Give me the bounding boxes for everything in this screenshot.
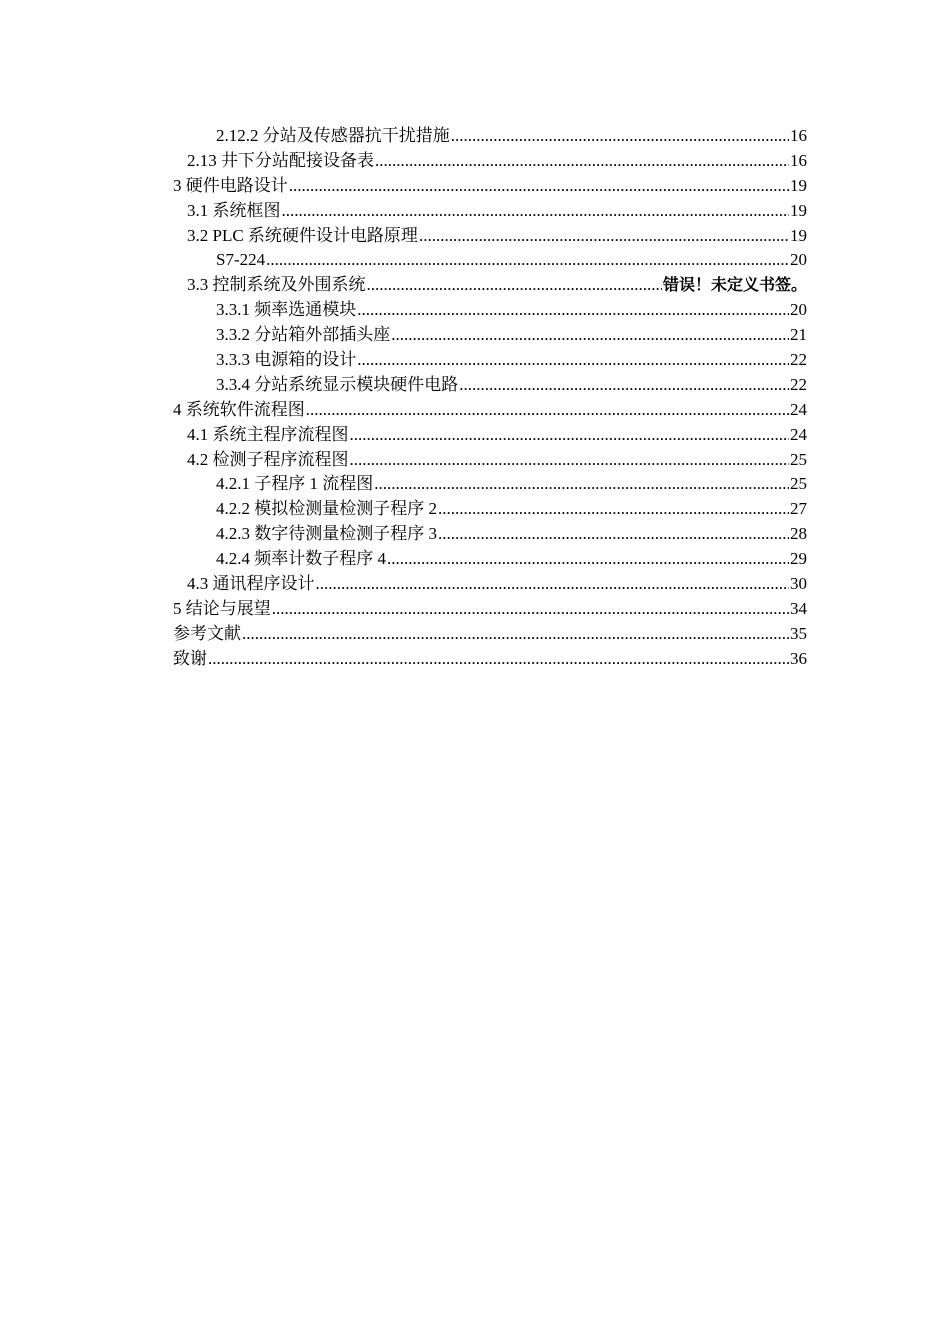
toc-dot-leader [391, 323, 789, 348]
toc-entry-title: 4.2.2 模拟检测量检测子程序 2 [216, 499, 437, 519]
toc-entry-title: 4.1 系统主程序流程图 [187, 424, 349, 444]
toc-entry-title: 3 硬件电路设计 [173, 175, 288, 195]
toc-dot-leader [350, 423, 790, 448]
toc-entry-page-number: 30 [790, 574, 807, 594]
toc-entry-page-number: 20 [790, 250, 807, 270]
toc-entry[interactable] [173, 323, 807, 348]
toc-entry-title: 2.13 井下分站配接设备表 [187, 150, 374, 170]
toc-entry-error-text: 错误！未定义书签。 [662, 275, 807, 295]
toc-entry-title: 4.2.1 子程序 1 流程图 [216, 474, 374, 494]
toc-entry-page-number: 35 [790, 623, 807, 643]
toc-dot-leader [282, 199, 790, 224]
toc-dot-leader [306, 398, 789, 423]
toc-entry-title: 3.3 控制系统及外围系统 [187, 275, 366, 295]
toc-entry-page-number: 29 [790, 549, 807, 569]
toc-dot-leader [208, 647, 789, 672]
toc-entry[interactable] [173, 248, 807, 273]
toc-entry-page-number: 36 [790, 648, 807, 668]
toc-dot-leader [374, 472, 789, 497]
toc-dot-leader [350, 448, 790, 473]
toc-entry[interactable] [173, 298, 807, 323]
toc-entry-title: 3.1 系统框图 [187, 200, 281, 220]
toc-entry-title: 4 系统软件流程图 [173, 399, 305, 419]
toc-entry[interactable] [173, 174, 807, 199]
toc-entry-title: 4.2.3 数字待测量检测子程序 3 [216, 524, 437, 544]
toc-entry-title: 5 结论与展望 [173, 598, 271, 618]
toc-dot-leader [367, 273, 662, 298]
toc-dot-leader [438, 497, 789, 522]
toc-entry-page-number: 16 [790, 126, 807, 145]
table-of-contents [173, 124, 807, 672]
toc-entry-page-number: 19 [790, 225, 807, 245]
toc-entry-title: 4.3 通讯程序设计 [187, 574, 315, 594]
toc-entry[interactable] [173, 647, 807, 672]
toc-entry[interactable] [173, 497, 807, 522]
toc-entry-title: 参考文献 [173, 623, 241, 643]
toc-dot-leader [451, 124, 789, 149]
toc-entry[interactable] [173, 423, 807, 448]
toc-entry[interactable] [173, 348, 807, 373]
toc-entry-title: 3.3.2 分站箱外部插头座 [216, 325, 391, 345]
toc-entry-page-number: 25 [790, 474, 807, 494]
toc-entry[interactable] [173, 199, 807, 224]
toc-entry[interactable] [173, 373, 807, 398]
toc-dot-leader [242, 622, 789, 647]
toc-entry-page-number: 27 [790, 499, 807, 519]
toc-dot-leader [316, 572, 790, 597]
toc-entry-title: 2.12.2 分站及传感器抗干扰措施 [216, 126, 450, 145]
toc-dot-leader [272, 597, 789, 622]
toc-entry[interactable] [173, 149, 807, 174]
toc-entry-page-number: 28 [790, 524, 807, 544]
toc-entry[interactable] [173, 572, 807, 597]
toc-entry[interactable] [173, 597, 807, 622]
toc-entry-page-number: 19 [790, 175, 807, 195]
toc-entry-title: 3.3.3 电源箱的设计 [216, 350, 357, 370]
toc-entry-page-number: 24 [790, 424, 807, 444]
toc-entry[interactable] [173, 398, 807, 423]
toc-entry-title: 3.3.4 分站系统显示模块硬件电路 [216, 374, 459, 394]
toc-dot-leader [459, 373, 789, 398]
toc-entry-title: 4.2.4 频率计数子程序 4 [216, 549, 386, 569]
toc-entry-page-number: 21 [790, 325, 807, 345]
toc-entry-page-number: 16 [790, 150, 807, 170]
toc-entry[interactable] [173, 448, 807, 473]
toc-entry-page-number: 19 [790, 200, 807, 220]
toc-entry-title: 4.2 检测子程序流程图 [187, 449, 349, 469]
toc-entry-page-number: 24 [790, 399, 807, 419]
toc-entry-title: 致谢 [173, 648, 207, 668]
toc-dot-leader [357, 348, 789, 373]
toc-entry[interactable] [173, 273, 807, 298]
toc-entry-page-number: 22 [790, 374, 807, 394]
toc-entry[interactable] [173, 472, 807, 497]
toc-entry[interactable] [173, 224, 807, 249]
toc-dot-leader [266, 248, 789, 273]
toc-entry[interactable] [173, 622, 807, 647]
toc-entry-page-number: 20 [790, 300, 807, 320]
toc-dot-leader [375, 149, 789, 174]
toc-entry-title: 3.2 PLC 系统硬件设计电路原理 [187, 225, 418, 245]
toc-entry-title: S7-224 [216, 250, 266, 270]
toc-dot-leader [357, 298, 789, 323]
toc-entry[interactable] [173, 522, 807, 547]
toc-entry-page-number: 34 [790, 598, 807, 618]
toc-entry-page-number: 25 [790, 449, 807, 469]
toc-dot-leader [419, 224, 789, 249]
toc-dot-leader [289, 174, 789, 199]
toc-dot-leader [387, 547, 789, 572]
toc-entry[interactable] [173, 547, 807, 572]
toc-entry-page-number: 22 [790, 350, 807, 370]
toc-entry-title: 3.3.1 频率选通模块 [216, 300, 357, 320]
toc-dot-leader [438, 522, 789, 547]
toc-entry[interactable] [173, 124, 807, 149]
